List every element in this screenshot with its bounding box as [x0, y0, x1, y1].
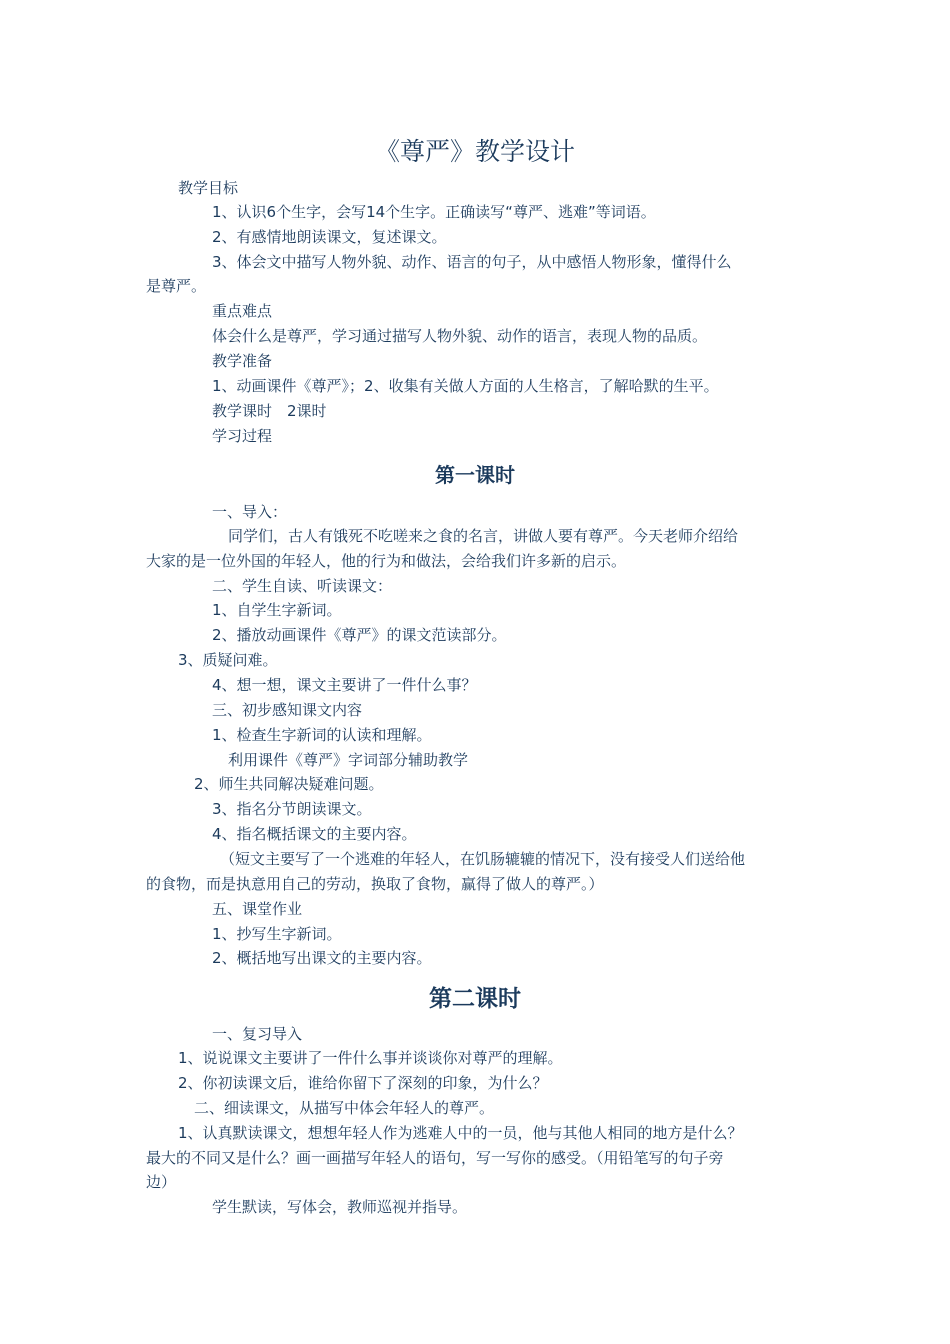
lesson1-step-3-note: 利用课件《尊严》字词部分辅助教学 — [228, 751, 469, 769]
lesson2-step-2-item-1-end: 边） — [146, 1173, 177, 1191]
lesson2-step-2-item-1: 1、认真默读课文，想想年轻人作为逃难人中的一员，他与其他人相同的地方是什么？ — [178, 1124, 743, 1142]
goal-item-2: 2、有感情地朗读课文，复述课文。 — [212, 228, 447, 246]
lesson1-step-2: 二、学生自读、听读课文： — [212, 577, 393, 595]
goal-item-1: 1、认识6个生字，会写14个生字。正确读写“尊严、逃难”等词语。 — [212, 203, 656, 221]
lesson1-step-2-item-4: 4、想一想，课文主要讲了一件什么事？ — [212, 676, 477, 694]
class-hours: 教学课时 2课时 — [212, 402, 327, 420]
lesson2-step-2-item-1-cont: 最大的不同又是什么？画一画描写年轻人的语句，写一写你的感受。（用铅笔写的句子旁 — [146, 1149, 724, 1167]
lesson2-step-1-item-2: 2、你初读课文后，谁给你留下了深刻的印象，为什么？ — [178, 1074, 548, 1092]
section-heading-lesson-2: 第二课时 — [429, 986, 521, 1012]
lesson1-step-5-item-1: 1、抄写生字新词。 — [212, 925, 342, 943]
lesson1-summary: （短文主要写了一个逃难的年轻人，在饥肠辘辘的情况下，没有接受人们送给他 — [220, 850, 746, 868]
lesson2-step-1: 一、复习导入 — [212, 1025, 303, 1043]
lesson1-step-2-item-2: 2、播放动画课件《尊严》的课文范读部分。 — [212, 626, 507, 644]
lesson1-step-5-item-2: 2、概括地写出课文的主要内容。 — [212, 949, 432, 967]
lesson2-activity-note: 学生默读，写体会，教师巡视并指导。 — [212, 1198, 468, 1216]
lesson1-step-3-item-3: 3、指名分节朗读课文。 — [212, 800, 372, 818]
section-label-preparation: 教学准备 — [212, 352, 273, 370]
section-label-process: 学习过程 — [212, 427, 273, 445]
lesson1-step-3-item-2: 2、师生共同解决疑难问题。 — [194, 775, 384, 793]
lesson1-step-1: 一、导入： — [212, 503, 288, 521]
lesson2-step-2: 二、细读课文，从描写中体会年轻人的尊严。 — [194, 1099, 495, 1117]
goal-item-3-cont: 是尊严。 — [146, 277, 207, 295]
lesson1-step-2-item-3: 3、质疑问难。 — [178, 651, 278, 669]
section-label-key-points: 重点难点 — [212, 302, 273, 320]
lesson1-step-2-item-1: 1、自学生字新词。 — [212, 601, 342, 619]
goal-item-3: 3、体会文中描写人物外貌、动作、语言的句子，从中感悟人物形象，懂得什么 — [212, 253, 732, 271]
lesson1-step-3-item-4: 4、指名概括课文的主要内容。 — [212, 825, 417, 843]
lesson1-step-3-item-1: 1、检查生字新词的认读和理解。 — [212, 726, 432, 744]
lesson1-step-3: 三、初步感知课文内容 — [212, 701, 363, 719]
preparation-text: 1、动画课件《尊严》；2、收集有关做人方面的人生格言，了解哈默的生平。 — [212, 377, 719, 395]
lesson1-intro-text-cont: 大家的是一位外国的年轻人，他的行为和做法，会给我们许多新的启示。 — [146, 552, 627, 570]
lesson1-intro-text: 同学们，古人有饿死不吃嗟来之食的名言，讲做人要有尊严。今天老师介绍给 — [228, 527, 739, 545]
section-heading-lesson-1: 第一课时 — [435, 463, 515, 487]
section-label-teaching-goals: 教学目标 — [178, 179, 239, 197]
lesson1-summary-cont: 的食物，而是执意用自己的劳动，换取了食物，赢得了做人的尊严。） — [146, 875, 604, 893]
lesson2-step-1-item-1: 1、说说课文主要讲了一件什么事并谈谈你对尊严的理解。 — [178, 1049, 563, 1067]
key-points-text: 体会什么是尊严，学习通过描写人物外貌、动作的语言，表现人物的品质。 — [212, 327, 708, 345]
lesson1-step-5: 五、课堂作业 — [212, 900, 303, 918]
document-title: 《尊严》教学设计 — [374, 137, 575, 166]
